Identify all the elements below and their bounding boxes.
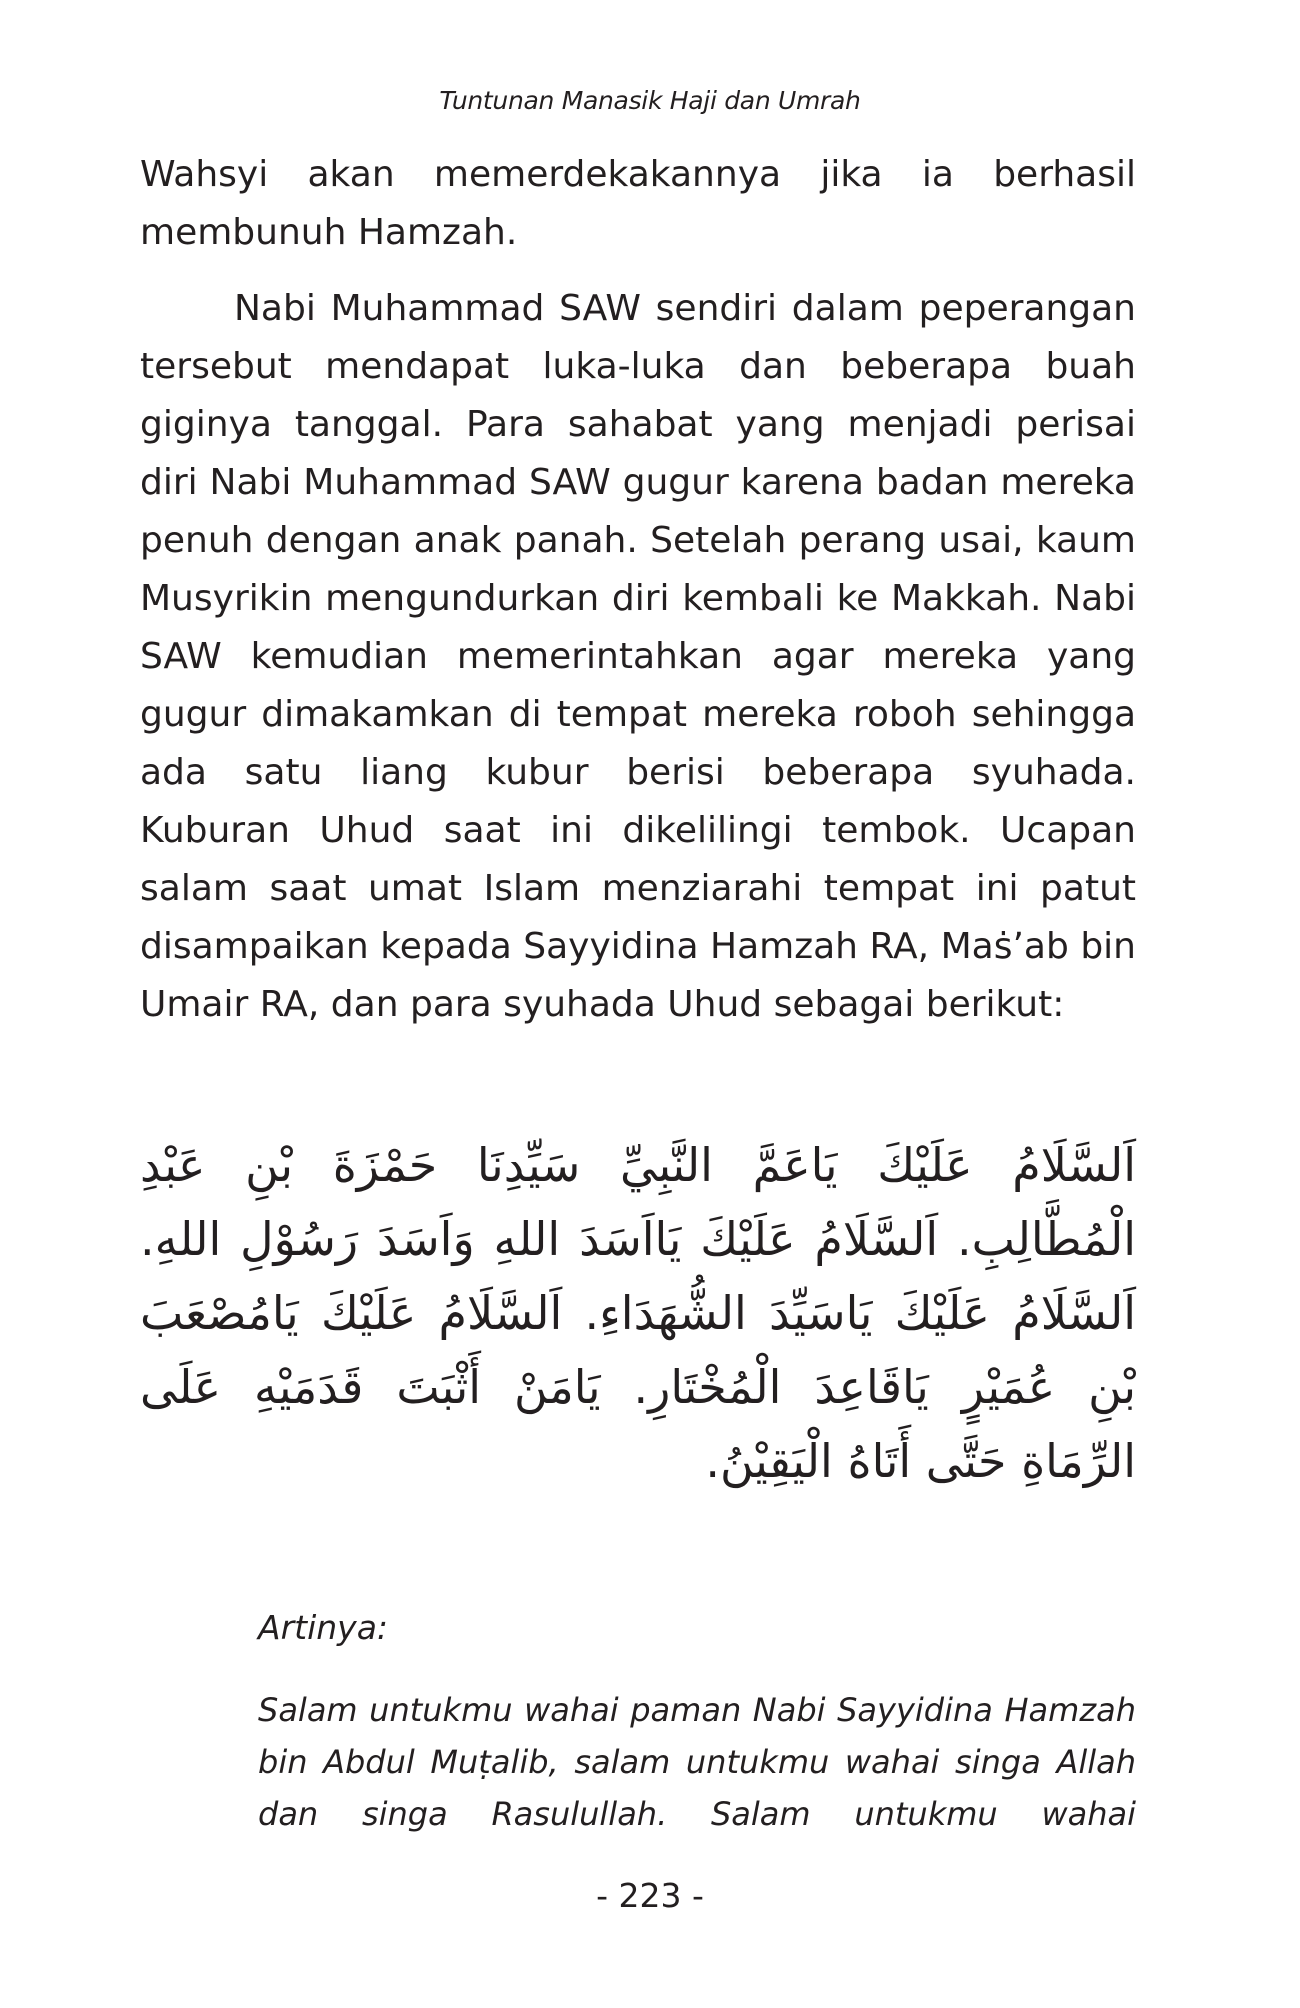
- arabic-salam-prayer: اَلسَّلَامُ عَلَيْكَ يَاعَمَّ النَّبِيِّ سَيِّدِنَا حَمْزَةَ بْنِ عَبْدِ الْمُطَّالِبِ. اَلسَّلَامُ عَلَيْكَ يَااَسَدَ اللهِ وَاَسَدَ رَسُوْلِ اللهِ. اَلسَّلَامُ عَلَيْكَ يَاسَيِّدَ الشُّهَدَاءِ. اَلسَّلَامُ عَلَيْكَ يَامُصْعَبَ بْنِ عُمَيْرٍ يَاقَاعِدَ الْمُخْتَارِ. يَامَنْ أَثْبَتَ قَدَمَيْهِ عَلَى الرِّمَاةِ حَتَّى أَتَاهُ الْيَقِيْنُ.: [140, 1138, 1136, 1488]
- paragraph-continuation: Wahsyi akan memerdekakannya jika ia berhasil membunuh Hamzah.: [140, 154, 1136, 253]
- translation-label: Artinya:: [258, 1608, 389, 1647]
- translation-text: Salam untukmu wahai paman Nabi Sayyidina Hamzah bin Abdul Muṭalib, salam untukmu wahai singa Allah dan singa Rasulullah. Salam untukmu wahai: [258, 1691, 1136, 1833]
- paragraph-uhud-battle: Nabi Muhammad SAW sendiri dalam peperangan tersebut mendapat luka-luka dan beberapa buah giginya tanggal. Para sahabat yang menjadi perisai diri Nabi Muhammad SAW gugur karena badan mereka penuh dengan anak panah. Setelah perang usai, kaum Musyrikin mengundurkan diri kembali ke Makkah. Nabi SAW kemudian memerintahkan agar mereka yang gugur dimakamkan di tempat mereka roboh sehingga ada satu liang kubur berisi beberapa syuhada. Kuburan Uhud saat ini dikelilingi tembok. Ucapan salam saat umat Islam menziarahi tempat ini patut disampaikan kepada Sayyidina Hamzah RA, Maṡ’ab bin Umair RA, dan para syuhada Uhud sebagai berikut:: [140, 288, 1136, 1025]
- running-header: Tuntunan Manasik Haji dan Umrah: [439, 86, 861, 115]
- page-number: - 223 -: [596, 1876, 704, 1915]
